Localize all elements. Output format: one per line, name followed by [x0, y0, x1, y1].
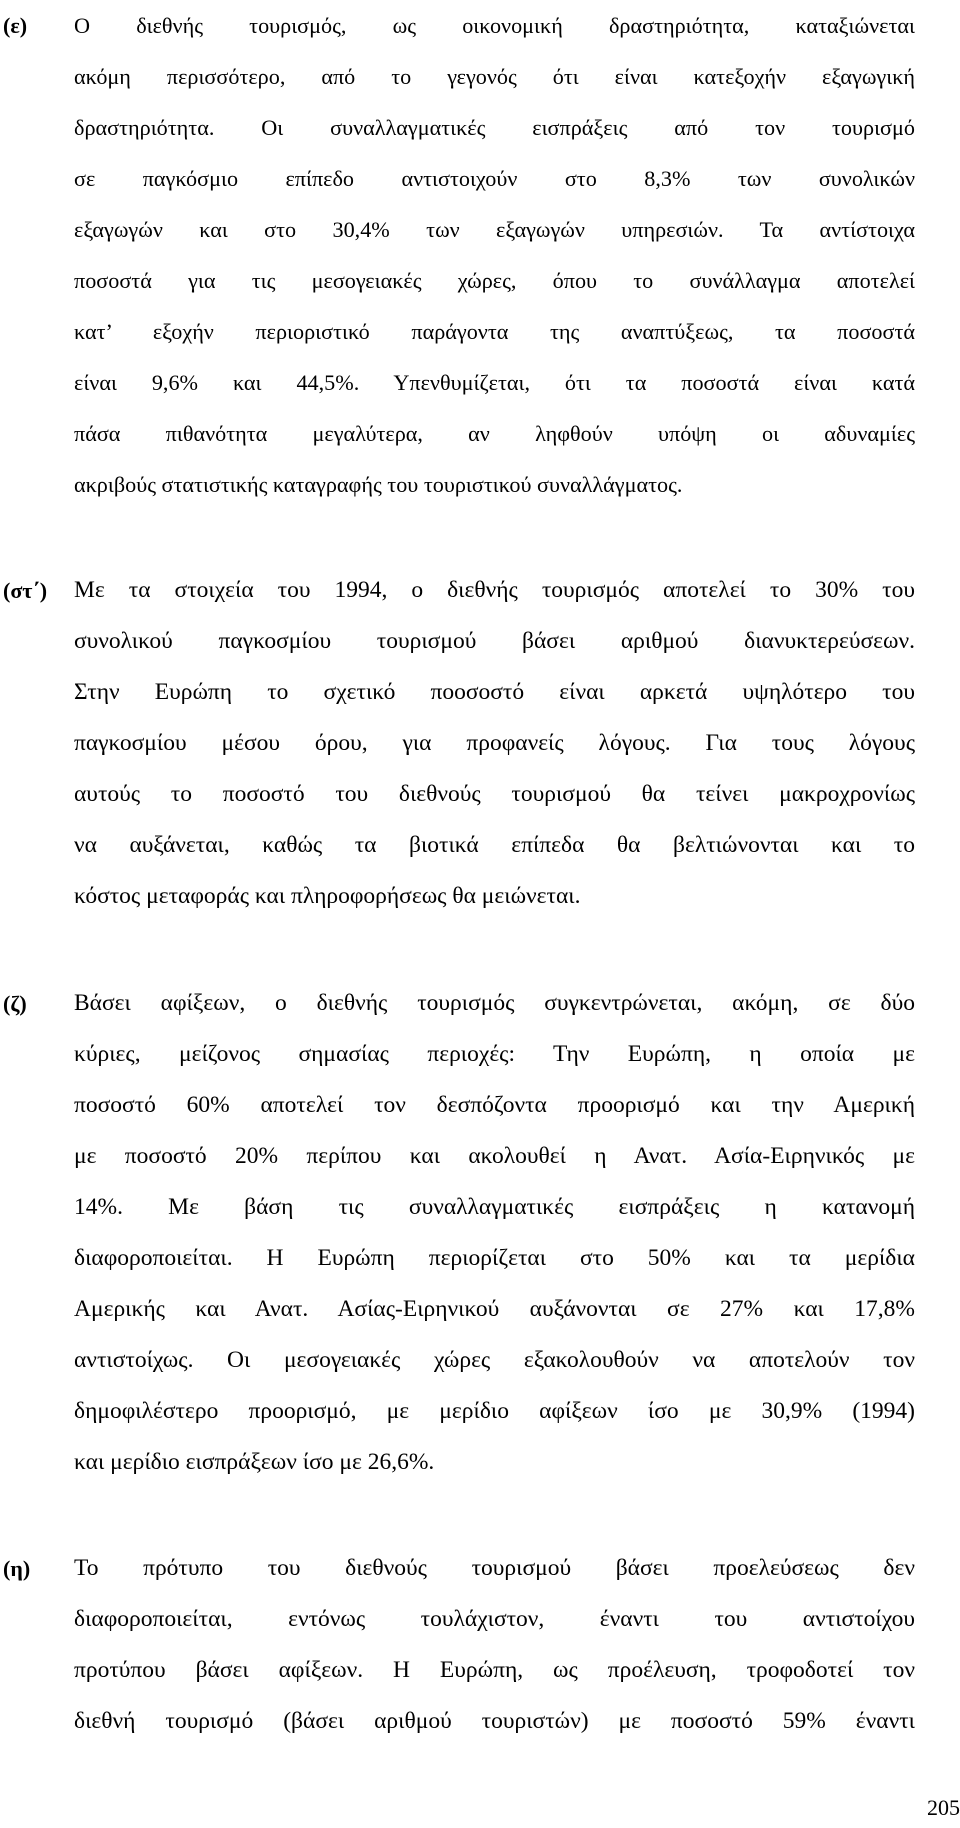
text-line: αυτούς το ποσοστό του διεθνούς τουρισμού θα τείνει μακροχρονίως [74, 781, 915, 807]
text-line: διαφοροποιείται, εντόνως τουλάχιστον, έναντι του αντιστοίχου [74, 1606, 915, 1632]
paragraph-marker: (ε) [3, 13, 28, 38]
text-line: Ο διεθνής τουρισμός, ως οικονομική δραστηριότητα, καταξιώνεται [74, 13, 915, 38]
text-line: διεθνή τουρισμό (βάσει αριθμού τουριστών) με ποσοστό 59% έναντι [74, 1708, 915, 1734]
text-line: παγκοσμίου μέσου όρου, για προφανείς λόγους. Για τους λόγους [74, 730, 915, 756]
paragraph-marker: (ζ) [3, 991, 27, 1016]
text-line: προτύπου βάσει αφίξεων. Η Ευρώπη, ως προέλευση, τροφοδοτεί τον [74, 1657, 915, 1683]
text-line: να αυξάνεται, καθώς τα βιοτικά επίπεδα θα βελτιώνονται και το [74, 832, 915, 858]
text-line: διαφοροποιείται. Η Ευρώπη περιορίζεται στο 50% και τα μερίδια [74, 1245, 915, 1271]
text-line: ποσοστά για τις μεσογειακές χώρες, όπου το συνάλλαγμα αποτελεί [74, 268, 915, 293]
text-line: και μερίδιο εισπράξεων ίσο με 26,6%. [74, 1449, 435, 1475]
text-line: ποσοστό 60% αποτελεί τον δεσπόζοντα προορισμό και την Αμερική [74, 1092, 915, 1118]
text-line: δραστηριότητα. Οι συναλλαγματικές εισπράξεις από τον τουρισμό [74, 115, 915, 140]
paragraph-marker: (στ΄) [3, 578, 48, 603]
text-line: είναι 9,6% και 44,5%. Υπενθυμίζεται, ότι τα ποσοστά είναι κατά [74, 370, 915, 395]
text-line: σε παγκόσμιο επίπεδο αντιστοιχούν στο 8,3% των συνολικών [74, 166, 915, 191]
text-line: Στην Ευρώπη το σχετικό ποοσοστό είναι αρκετά υψηλότερο του [74, 679, 915, 705]
text-line: με ποσοστό 20% περίπου και ακολουθεί η Ανατ. Ασία-Ειρηνικός με [74, 1143, 915, 1169]
text-line: Το πρότυπο του διεθνούς τουρισμού βάσει προελεύσεως δεν [74, 1555, 915, 1581]
text-line: Αμερικής και Ανατ. Ασίας-Ειρηνικού αυξάνονται σε 27% και 17,8% [74, 1296, 915, 1322]
text-line: ακόμη περισσότερο, από το γεγονός ότι είναι κατεξοχήν εξαγωγική [74, 64, 915, 89]
text-line: κύριες, μείζονος σημασίας περιοχές: Την Ευρώπη, η οποία με [74, 1041, 915, 1067]
text-line: αντιστοίχως. Οι μεσογειακές χώρες εξακολουθούν να αποτελούν τον [74, 1347, 915, 1373]
text-line: ακριβούς στατιστικής καταγραφής του τουριστικού συναλλάγματος. [74, 472, 683, 497]
text-line: κόστος μεταφοράς και πληροφορήσεως θα μειώνεται. [74, 883, 581, 909]
text-line: Βάσει αφίξεων, ο διεθνής τουρισμός συγκεντρώνεται, ακόμη, σε δύο [74, 990, 915, 1016]
text-line: 14%. Με βάση τις συναλλαγματικές εισπράξεις η κατανομή [74, 1194, 915, 1220]
text-line: συνολικού παγκοσμίου τουρισμού βάσει αριθμού διανυκτερεύσεων. [74, 628, 915, 654]
paragraph-marker: (η) [3, 1556, 31, 1581]
text-line: εξαγωγών και στο 30,4% των εξαγωγών υπηρεσιών. Τα αντίστοιχα [74, 217, 915, 242]
text-line: Με τα στοιχεία του 1994, ο διεθνής τουρισμός αποτελεί το 30% του [74, 577, 915, 603]
text-line: κατ’ εξοχήν περιοριστικό παράγοντα της αναπτύξεως, τα ποσοστά [74, 319, 915, 344]
page-number: 205 [927, 1795, 960, 1820]
text-line: πάσα πιθανότητα μεγαλύτερα, αν ληφθούν υπόψη οι αδυναμίες [74, 421, 915, 446]
text-line: δημοφιλέστερο προορισμό, με μερίδιο αφίξεων ίσο με 30,9% (1994) [74, 1398, 915, 1424]
